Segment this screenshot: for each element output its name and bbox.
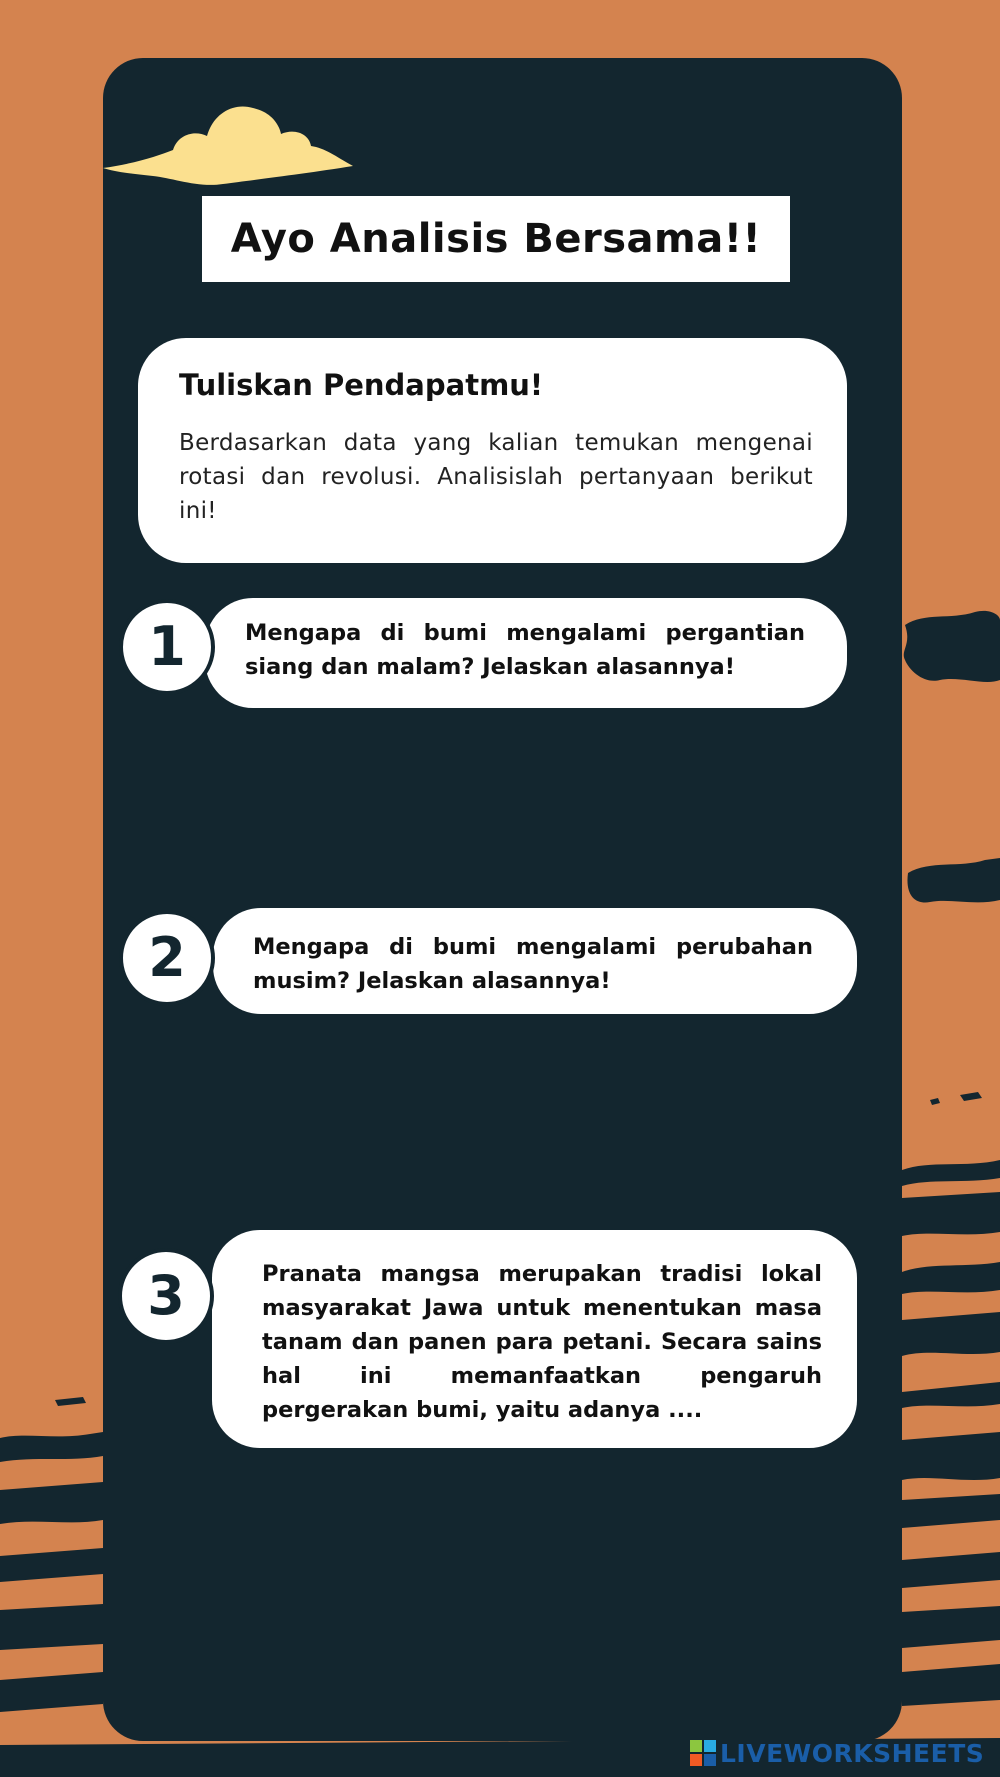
- question-text-1: Mengapa di bumi mengalami pergantian siang dan malam? Jelaskan alasannya!: [245, 620, 805, 680]
- cloud-icon: [103, 98, 353, 188]
- question-text-3: Pranata mangsa merupakan tradisi lokal masyarakat Jawa untuk menentukan masa tanam dan panen para petani. Secara sains hal ini memanfaatkan pengaruh pergerakan bumi, yaitu adanya ....: [262, 1261, 822, 1423]
- question-card-3: [212, 1230, 857, 1448]
- question-text-2: Mengapa di bumi mengalami perubahan musim? Jelaskan alasannya!: [253, 934, 813, 994]
- question-number-2: 2: [148, 926, 186, 989]
- intro-heading: Tuliskan Pendapatmu!: [179, 368, 544, 402]
- question-number-badge-1: [119, 599, 215, 695]
- question-number-badge-3: [118, 1248, 214, 1344]
- title-banner: [202, 196, 790, 282]
- liveworksheets-logo-icon: [690, 1740, 716, 1766]
- question-card-1: [205, 598, 847, 708]
- intro-body: Berdasarkan data yang kalian temukan mengenai rotasi dan revolusi. Analisislah pertanyaan berikut ini!: [179, 430, 813, 524]
- question-number-3: 3: [147, 1264, 185, 1327]
- intro-card: [138, 338, 847, 563]
- page-title: Ayo Analisis Bersama!!: [230, 216, 762, 262]
- watermark-text: LIVEWORKSHEETS: [720, 1738, 985, 1768]
- question-number-badge-2: [119, 910, 215, 1006]
- question-card-2: [213, 908, 857, 1014]
- question-number-1: 1: [148, 615, 186, 678]
- watermark: [690, 1737, 984, 1769]
- main-panel: [103, 58, 902, 1741]
